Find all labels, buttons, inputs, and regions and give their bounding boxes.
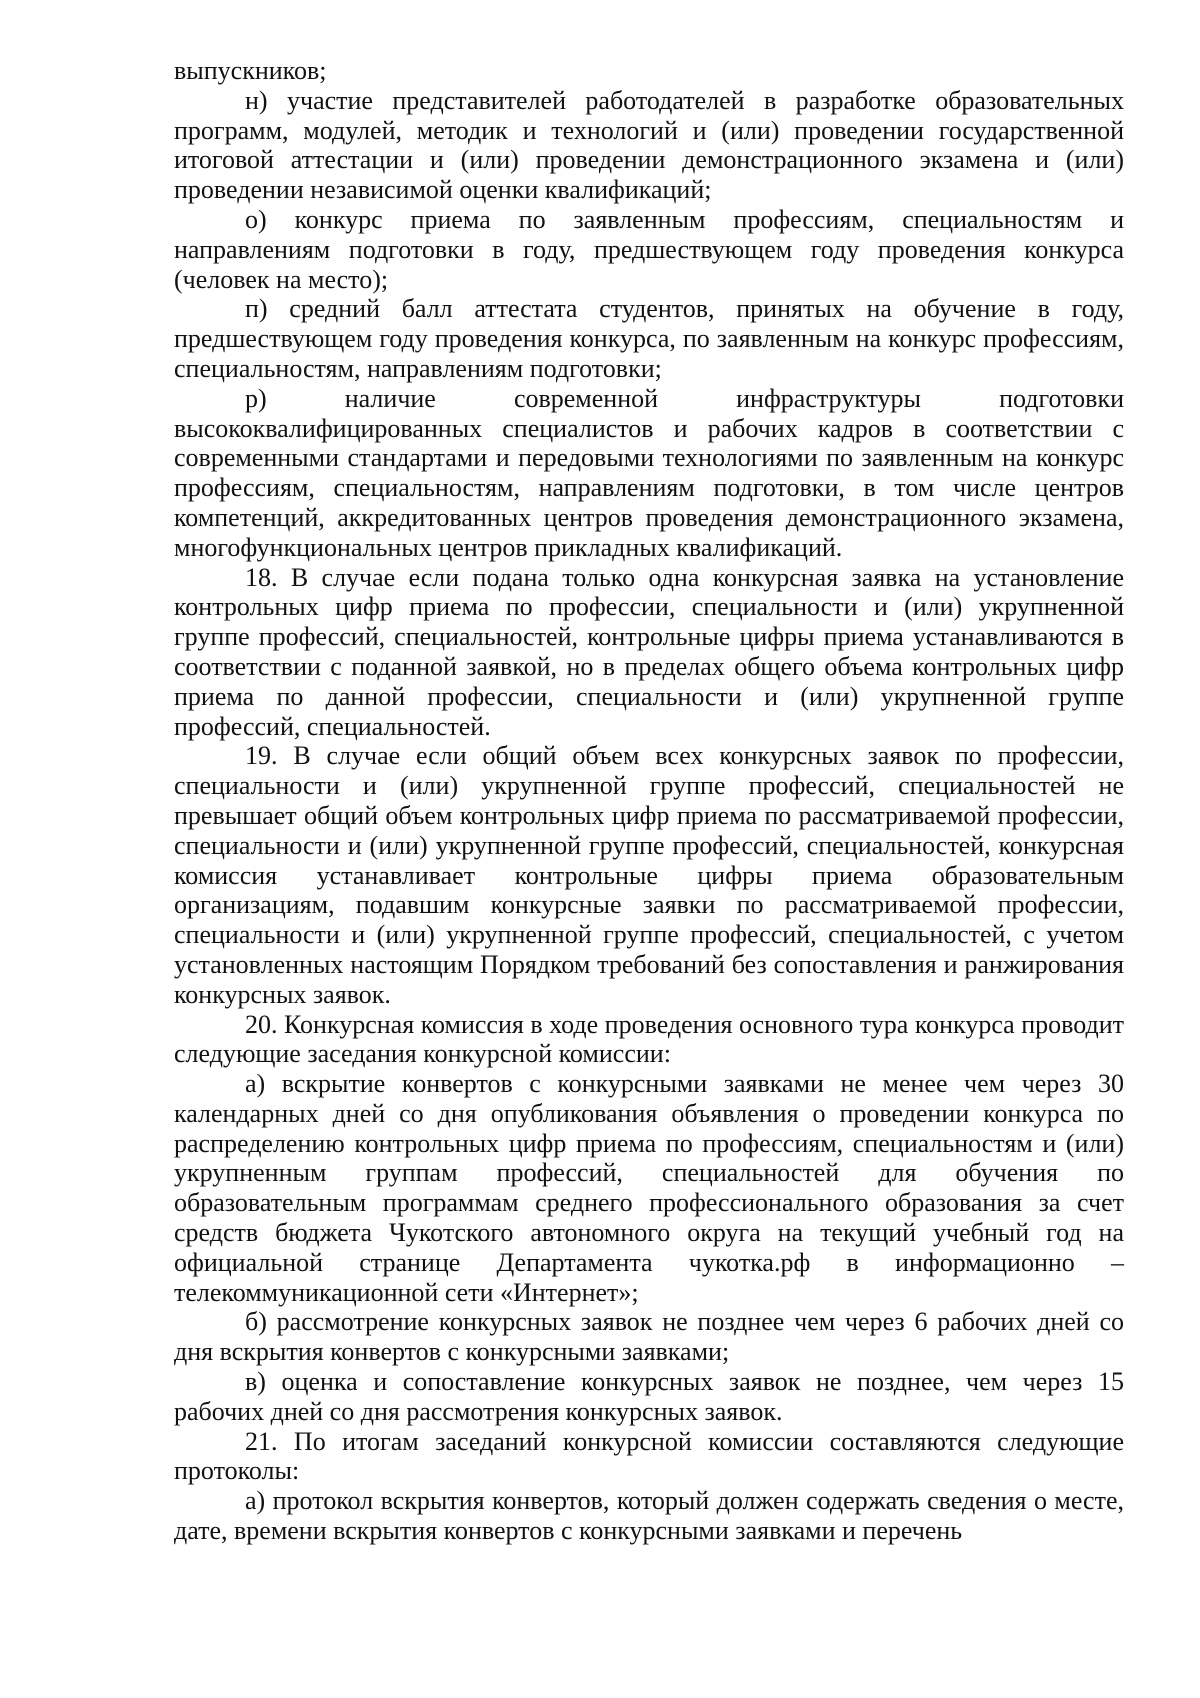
paragraph-continuation: выпускников; xyxy=(174,56,327,85)
paragraph-clause-21: 21. По итогам заседаний конкурсной комиссии составляются следующие протоколы: xyxy=(174,1426,1124,1486)
paragraph-clause-19: 19. В случае если общий объем всех конкурсных заявок по профессии, специальности и (или) укрупненной группе профессий, специальностей не превышает общий объем контрольных цифр приема по рассматриваемой профессии, специальности и (или) укрупненной группе профессий, специальностей, конкурсная комиссия устанавливает контрольные цифры приема образовательным организациям, подавшим конкурсные заявки по рассматриваемой профессии, специальности и (или) укрупненной группе профессий, специальностей, с учетом установленных настоящим Порядком требований без сопоставления и ранжирования конкурсных заявок. xyxy=(174,741,1124,1009)
paragraph-clause-18: 18. В случае если подана только одна конкурсная заявка на установление контрольных цифр приема по профессии, специальности и (или) укрупненной группе профессий, специальностей, контрольные цифры приема устанавливаются в соответствии с поданной заявкой, но в пределах общего объема контрольных цифр приема по данной профессии, специальности и (или) укрупненной группе профессий, специальностей. xyxy=(174,562,1124,741)
paragraph-clause-20: 20. Конкурсная комиссия в ходе проведения основного тура конкурса проводит следующие заседания конкурсной комиссии: xyxy=(174,1009,1124,1069)
paragraph-item-p: п) средний балл аттестата студентов, принятых на обучение в году, предшествующем году проведения конкурса, по заявленным на конкурс профессиям, специальностям, направлениям подготовки; xyxy=(174,294,1124,383)
paragraph-clause-20-a: а) вскрытие конвертов с конкурсными заявками не менее чем через 30 календарных дней со дня опубликования объявления о проведении конкурса по распределению контрольных цифр приема по профессиям, специальностям и (или) укрупненным группам профессий, специальностей для обучения по образовательным программам среднего профессионального образования за счет средств бюджета Чукотского автономного округа на текущий учебный год на официальной странице Департамента чукотка.рф в информационно – телекоммуникационной сети «Интернет»; xyxy=(174,1069,1124,1307)
paragraph-item-r: р) наличие современной инфраструктуры подготовки высококвалифицированных специалистов и рабочих кадров в соответствии с современными стандартами и передовыми технологиями по заявленным на конкурс профессиям, специальностям, направлениям подготовки, в том числе центров компетенций, аккредитованных центров проведения демонстрационного экзамена, многофункциональных центров прикладных квалификаций. xyxy=(174,383,1124,562)
paragraph-item-o: о) конкурс приема по заявленным профессиям, специальностям и направлениям подготовки в году, предшествующем году проведения конкурса (человек на место); xyxy=(174,204,1124,294)
document-body xyxy=(174,56,1124,1546)
paragraph-clause-20-b: б) рассмотрение конкурсных заявок не позднее чем через 6 рабочих дней со дня вскрытия конвертов с конкурсными заявками; xyxy=(174,1307,1124,1367)
paragraph-item-n: н) участие представителей работодателей в разработке образовательных программ, модулей, методик и технологий и (или) проведении государственной итоговой аттестации и (или) проведении демонстрационного экзамена и (или) проведении независимой оценки квалификаций; xyxy=(174,85,1124,205)
paragraph-clause-20-v: в) оценка и сопоставление конкурсных заявок не позднее, чем через 15 рабочих дней со дня рассмотрения конкурсных заявок. xyxy=(174,1367,1124,1426)
paragraph-clause-21-a: а) протокол вскрытия конвертов, который должен содержать сведения о месте, дате, времени вскрытия конвертов с конкурсными заявками и перечень xyxy=(174,1486,1124,1546)
